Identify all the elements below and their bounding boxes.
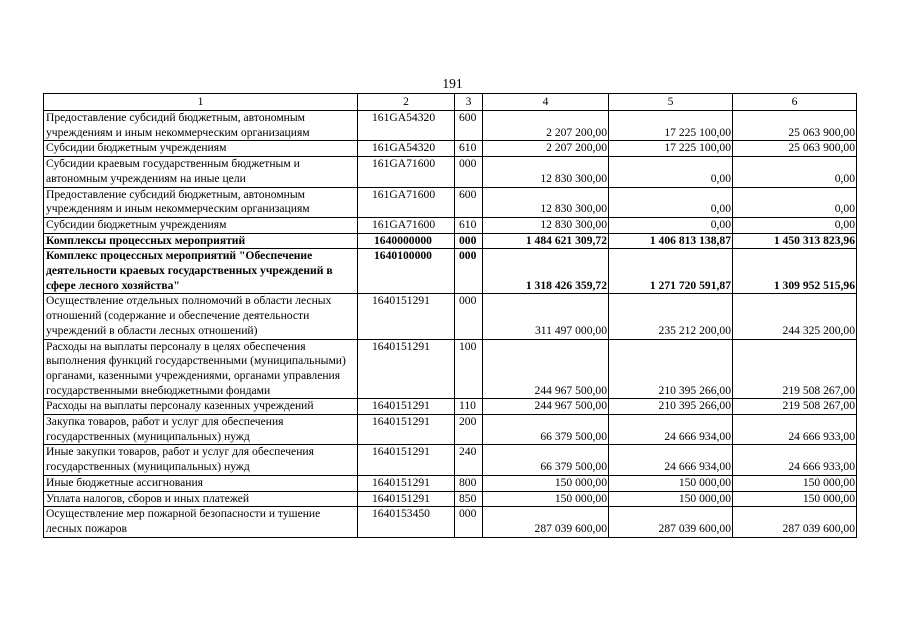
row-value-col5: 150 000,00 [609, 475, 733, 491]
row-name-cell: Уплата налогов, сборов и иных платежей [44, 491, 358, 507]
row-value-col5: 0,00 [609, 157, 733, 187]
row-value-col6: 244 325 200,00 [733, 294, 857, 339]
row-value-col4: 66 379 500,00 [483, 415, 609, 445]
row-vr-cell: 100 [455, 339, 483, 399]
row-value-col4: 150 000,00 [483, 475, 609, 491]
row-name-cell: Предоставление субсидий бюджетным, автономным учреждениям и иным некоммерческим организациям [44, 187, 358, 217]
row-vr-cell: 610 [455, 217, 483, 233]
row-value-col4: 311 497 000,00 [483, 294, 609, 339]
table-body [44, 111, 857, 538]
row-value-col6: 150 000,00 [733, 491, 857, 507]
row-code-cell: 1640151291 [358, 475, 455, 491]
row-value-col4: 12 830 300,00 [483, 157, 609, 187]
table-row [44, 217, 857, 233]
row-vr-cell: 000 [455, 233, 483, 249]
row-code-cell: 1640151291 [358, 491, 455, 507]
column-header: 3 [455, 94, 483, 111]
row-code-cell: 161GA71600 [358, 187, 455, 217]
row-value-col6: 24 666 933,00 [733, 445, 857, 475]
row-value-col5: 1 271 720 591,87 [609, 249, 733, 294]
row-name-cell: Осуществление мер пожарной безопасности и тушение лесных пожаров [44, 507, 358, 537]
row-code-cell: 1640100000 [358, 249, 455, 294]
row-name-cell: Субсидии бюджетным учреждениям [44, 141, 358, 157]
row-value-col5: 24 666 934,00 [609, 415, 733, 445]
row-value-col6: 0,00 [733, 157, 857, 187]
row-value-col5: 150 000,00 [609, 491, 733, 507]
row-value-col6: 1 309 952 515,96 [733, 249, 857, 294]
row-value-col4: 2 207 200,00 [483, 111, 609, 141]
row-value-col5: 210 395 266,00 [609, 339, 733, 399]
row-name-cell: Закупка товаров, работ и услуг для обеспечения государственных (муниципальных) нужд [44, 415, 358, 445]
row-code-cell: 1640151291 [358, 415, 455, 445]
row-vr-cell: 000 [455, 157, 483, 187]
table-row [44, 249, 857, 294]
row-code-cell: 161GA71600 [358, 217, 455, 233]
table-row [44, 157, 857, 187]
table-row [44, 187, 857, 217]
row-value-col4: 244 967 500,00 [483, 339, 609, 399]
row-name-cell: Комплексы процессных мероприятий [44, 233, 358, 249]
row-value-col6: 25 063 900,00 [733, 141, 857, 157]
row-code-cell: 1640151291 [358, 445, 455, 475]
column-header: 1 [44, 94, 358, 111]
row-value-col5: 0,00 [609, 187, 733, 217]
row-value-col5: 0,00 [609, 217, 733, 233]
column-header: 6 [733, 94, 857, 111]
row-value-col4: 287 039 600,00 [483, 507, 609, 537]
row-vr-cell: 600 [455, 187, 483, 217]
table-row [44, 399, 857, 415]
table-row [44, 507, 857, 537]
row-vr-cell: 850 [455, 491, 483, 507]
row-value-col6: 219 508 267,00 [733, 399, 857, 415]
row-code-cell: 1640000000 [358, 233, 455, 249]
row-value-col5: 210 395 266,00 [609, 399, 733, 415]
row-value-col6: 1 450 313 823,96 [733, 233, 857, 249]
row-value-col5: 17 225 100,00 [609, 111, 733, 141]
row-value-col5: 287 039 600,00 [609, 507, 733, 537]
row-name-cell: Комплекс процессных мероприятий "Обеспечение деятельности краевых государственных учреждений в сфере лесного хозяйства" [44, 249, 358, 294]
row-vr-cell: 000 [455, 507, 483, 537]
row-vr-cell: 800 [455, 475, 483, 491]
budget-table [43, 93, 857, 538]
row-vr-cell: 000 [455, 249, 483, 294]
row-value-col4: 12 830 300,00 [483, 187, 609, 217]
row-vr-cell: 000 [455, 294, 483, 339]
row-value-col6: 25 063 900,00 [733, 111, 857, 141]
row-name-cell: Предоставление субсидий бюджетным, автономным учреждениям и иным некоммерческим организациям [44, 111, 358, 141]
table-row [44, 233, 857, 249]
table-row [44, 111, 857, 141]
row-vr-cell: 110 [455, 399, 483, 415]
row-name-cell: Субсидии бюджетным учреждениям [44, 217, 358, 233]
table-row [44, 415, 857, 445]
table-row [44, 491, 857, 507]
row-value-col6: 24 666 933,00 [733, 415, 857, 445]
row-code-cell: 161GA71600 [358, 157, 455, 187]
row-value-col4: 1 318 426 359,72 [483, 249, 609, 294]
row-value-col4: 244 967 500,00 [483, 399, 609, 415]
row-vr-cell: 600 [455, 111, 483, 141]
table-row [44, 445, 857, 475]
row-code-cell: 1640151291 [358, 294, 455, 339]
row-value-col5: 1 406 813 138,87 [609, 233, 733, 249]
row-value-col5: 235 212 200,00 [609, 294, 733, 339]
row-name-cell: Субсидии краевым государственным бюджетным и автономным учреждениям на иные цели [44, 157, 358, 187]
page-number: 191 [442, 76, 463, 91]
column-header: 4 [483, 94, 609, 111]
row-name-cell: Расходы на выплаты персоналу казенных учреждений [44, 399, 358, 415]
row-code-cell: 161GA54320 [358, 141, 455, 157]
row-value-col5: 24 666 934,00 [609, 445, 733, 475]
row-code-cell: 1640151291 [358, 339, 455, 399]
row-code-cell: 1640153450 [358, 507, 455, 537]
row-vr-cell: 240 [455, 445, 483, 475]
row-vr-cell: 610 [455, 141, 483, 157]
row-value-col6: 0,00 [733, 187, 857, 217]
table-row [44, 339, 857, 399]
row-value-col4: 12 830 300,00 [483, 217, 609, 233]
row-name-cell: Иные закупки товаров, работ и услуг для обеспечения государственных (муниципальных) нужд [44, 445, 358, 475]
column-header: 2 [358, 94, 455, 111]
row-value-col4: 150 000,00 [483, 491, 609, 507]
row-value-col6: 150 000,00 [733, 475, 857, 491]
row-vr-cell: 200 [455, 415, 483, 445]
row-value-col5: 17 225 100,00 [609, 141, 733, 157]
row-code-cell: 1640151291 [358, 399, 455, 415]
row-value-col6: 0,00 [733, 217, 857, 233]
table-row [44, 475, 857, 491]
table-row [44, 141, 857, 157]
row-value-col6: 219 508 267,00 [733, 339, 857, 399]
row-value-col4: 66 379 500,00 [483, 445, 609, 475]
row-value-col4: 2 207 200,00 [483, 141, 609, 157]
table-row [44, 294, 857, 339]
row-name-cell: Расходы на выплаты персоналу в целях обеспечения выполнения функций государственными (муниципальными) органами, казенными учреждениями, органами управления государственными внебюджетными фондами [44, 339, 358, 399]
column-header: 5 [609, 94, 733, 111]
row-name-cell: Осуществление отдельных полномочий в области лесных отношений (содержание и обеспечение деятельности учреждений в области лесных отношений) [44, 294, 358, 339]
row-value-col4: 1 484 621 309,72 [483, 233, 609, 249]
table-header-row [44, 94, 857, 111]
row-name-cell: Иные бюджетные ассигнования [44, 475, 358, 491]
row-value-col6: 287 039 600,00 [733, 507, 857, 537]
row-code-cell: 161GA54320 [358, 111, 455, 141]
